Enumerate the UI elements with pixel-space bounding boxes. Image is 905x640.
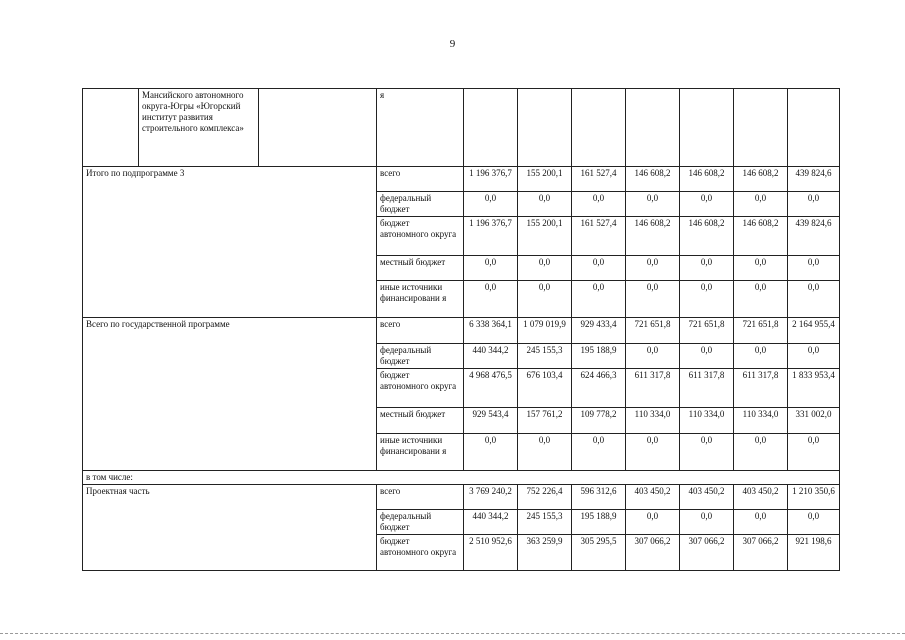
table-row (83, 485, 840, 510)
value-cell: 146 608,2 (680, 167, 734, 192)
value-cell (572, 89, 626, 167)
value-cell: 1 196 376,7 (464, 167, 518, 192)
value-cell: 0,0 (572, 281, 626, 318)
group-label-cell: Проектная часть (83, 485, 377, 571)
value-cell (518, 89, 572, 167)
source-cell: местный бюджет (377, 408, 464, 434)
value-cell: 0,0 (734, 510, 788, 535)
value-cell: 195 188,9 (572, 510, 626, 535)
table-row (83, 167, 840, 192)
group-label-cell: Всего по государственной программе (83, 318, 377, 471)
value-cell: 146 608,2 (680, 217, 734, 256)
source-cell: всего (377, 167, 464, 192)
value-cell: 439 824,6 (788, 217, 840, 256)
value-cell: 752 226,4 (518, 485, 572, 510)
budget-table (82, 88, 840, 571)
value-cell: 307 066,2 (680, 535, 734, 571)
org-name-cell: Мансийского автономного округа-Югры «Югорский институт развития строительного комплекса» (139, 89, 259, 167)
source-cell: бюджет автономного округа (377, 535, 464, 571)
blank-cell (83, 89, 139, 167)
value-cell: 0,0 (626, 281, 680, 318)
value-cell: 0,0 (626, 344, 680, 369)
value-cell: 611 317,8 (626, 369, 680, 408)
value-cell: 0,0 (680, 192, 734, 217)
value-cell: 245 155,3 (518, 510, 572, 535)
value-cell: 0,0 (626, 192, 680, 217)
value-cell: 146 608,2 (626, 167, 680, 192)
value-cell: 4 968 476,5 (464, 369, 518, 408)
page-edge-line (0, 633, 905, 634)
value-cell: 363 259,9 (518, 535, 572, 571)
source-cell: местный бюджет (377, 256, 464, 281)
value-cell: 624 466,3 (572, 369, 626, 408)
value-cell: 1 196 376,7 (464, 217, 518, 256)
value-cell (734, 89, 788, 167)
value-cell: 146 608,2 (734, 217, 788, 256)
value-cell: 2 164 955,4 (788, 318, 840, 344)
page-number: 9 (449, 38, 456, 50)
value-cell: 3 769 240,2 (464, 485, 518, 510)
value-cell: 0,0 (734, 281, 788, 318)
value-cell: 0,0 (518, 192, 572, 217)
value-cell: 157 761,2 (518, 408, 572, 434)
value-cell: 0,0 (626, 510, 680, 535)
value-cell: 440 344,2 (464, 344, 518, 369)
value-cell: 1 079 019,9 (518, 318, 572, 344)
source-cell: всего (377, 318, 464, 344)
value-cell: 921 198,6 (788, 535, 840, 571)
value-cell: 929 433,4 (572, 318, 626, 344)
source-cell: иные источники финансировани я (377, 434, 464, 471)
table-body (83, 89, 840, 571)
source-cell: я (377, 89, 464, 167)
value-cell: 307 066,2 (734, 535, 788, 571)
value-cell: 110 334,0 (680, 408, 734, 434)
value-cell: 721 651,8 (734, 318, 788, 344)
value-cell: 0,0 (788, 344, 840, 369)
source-cell: федеральный бюджет (377, 510, 464, 535)
value-cell: 0,0 (788, 281, 840, 318)
value-cell: 110 334,0 (626, 408, 680, 434)
source-cell: бюджет автономного округа (377, 369, 464, 408)
value-cell: 110 334,0 (734, 408, 788, 434)
value-cell: 245 155,3 (518, 344, 572, 369)
value-cell: 0,0 (680, 281, 734, 318)
value-cell: 403 450,2 (626, 485, 680, 510)
value-cell: 721 651,8 (680, 318, 734, 344)
value-cell (788, 89, 840, 167)
value-cell: 0,0 (626, 256, 680, 281)
value-cell: 146 608,2 (734, 167, 788, 192)
value-cell: 155 200,1 (518, 217, 572, 256)
value-cell: 439 824,6 (788, 167, 840, 192)
value-cell: 403 450,2 (734, 485, 788, 510)
value-cell: 0,0 (680, 434, 734, 471)
value-cell: 0,0 (518, 434, 572, 471)
value-cell: 0,0 (572, 192, 626, 217)
value-cell: 1 833 953,4 (788, 369, 840, 408)
value-cell: 0,0 (734, 434, 788, 471)
value-cell: 0,0 (734, 256, 788, 281)
value-cell: 0,0 (464, 192, 518, 217)
value-cell: 0,0 (734, 192, 788, 217)
value-cell: 0,0 (680, 256, 734, 281)
value-cell: 305 295,5 (572, 535, 626, 571)
table-row (83, 318, 840, 344)
value-cell: 195 188,9 (572, 344, 626, 369)
source-cell: всего (377, 485, 464, 510)
value-cell (626, 89, 680, 167)
value-cell: 0,0 (788, 434, 840, 471)
value-cell: 0,0 (464, 256, 518, 281)
value-cell: 331 002,0 (788, 408, 840, 434)
value-cell: 0,0 (734, 344, 788, 369)
value-cell: 0,0 (518, 256, 572, 281)
source-cell: иные источники финансировани я (377, 281, 464, 318)
value-cell: 929 543,4 (464, 408, 518, 434)
source-cell: бюджет автономного округа (377, 217, 464, 256)
value-cell: 307 066,2 (626, 535, 680, 571)
value-cell: 596 312,6 (572, 485, 626, 510)
value-cell: 0,0 (572, 256, 626, 281)
source-cell: федеральный бюджет (377, 192, 464, 217)
table-row (83, 89, 840, 167)
value-cell: 0,0 (626, 434, 680, 471)
value-cell: 611 317,8 (680, 369, 734, 408)
source-cell: федеральный бюджет (377, 344, 464, 369)
value-cell (680, 89, 734, 167)
value-cell: 161 527,4 (572, 167, 626, 192)
group-label-cell: Итого по подпрограмме 3 (83, 167, 377, 318)
value-cell: 146 608,2 (626, 217, 680, 256)
blank-cell (259, 89, 377, 167)
including-label-cell: в том числе: (83, 471, 840, 485)
value-cell: 109 778,2 (572, 408, 626, 434)
value-cell: 0,0 (518, 281, 572, 318)
table-row (83, 471, 840, 485)
value-cell: 0,0 (680, 510, 734, 535)
value-cell: 0,0 (788, 256, 840, 281)
value-cell: 1 210 350,6 (788, 485, 840, 510)
value-cell (464, 89, 518, 167)
value-cell: 6 338 364,1 (464, 318, 518, 344)
value-cell: 611 317,8 (734, 369, 788, 408)
value-cell: 0,0 (464, 434, 518, 471)
value-cell: 0,0 (788, 192, 840, 217)
value-cell: 2 510 952,6 (464, 535, 518, 571)
value-cell: 0,0 (464, 281, 518, 318)
value-cell: 721 651,8 (626, 318, 680, 344)
value-cell: 0,0 (572, 434, 626, 471)
value-cell: 440 344,2 (464, 510, 518, 535)
value-cell: 155 200,1 (518, 167, 572, 192)
value-cell: 676 103,4 (518, 369, 572, 408)
value-cell: 403 450,2 (680, 485, 734, 510)
value-cell: 0,0 (680, 344, 734, 369)
value-cell: 0,0 (788, 510, 840, 535)
value-cell: 161 527,4 (572, 217, 626, 256)
